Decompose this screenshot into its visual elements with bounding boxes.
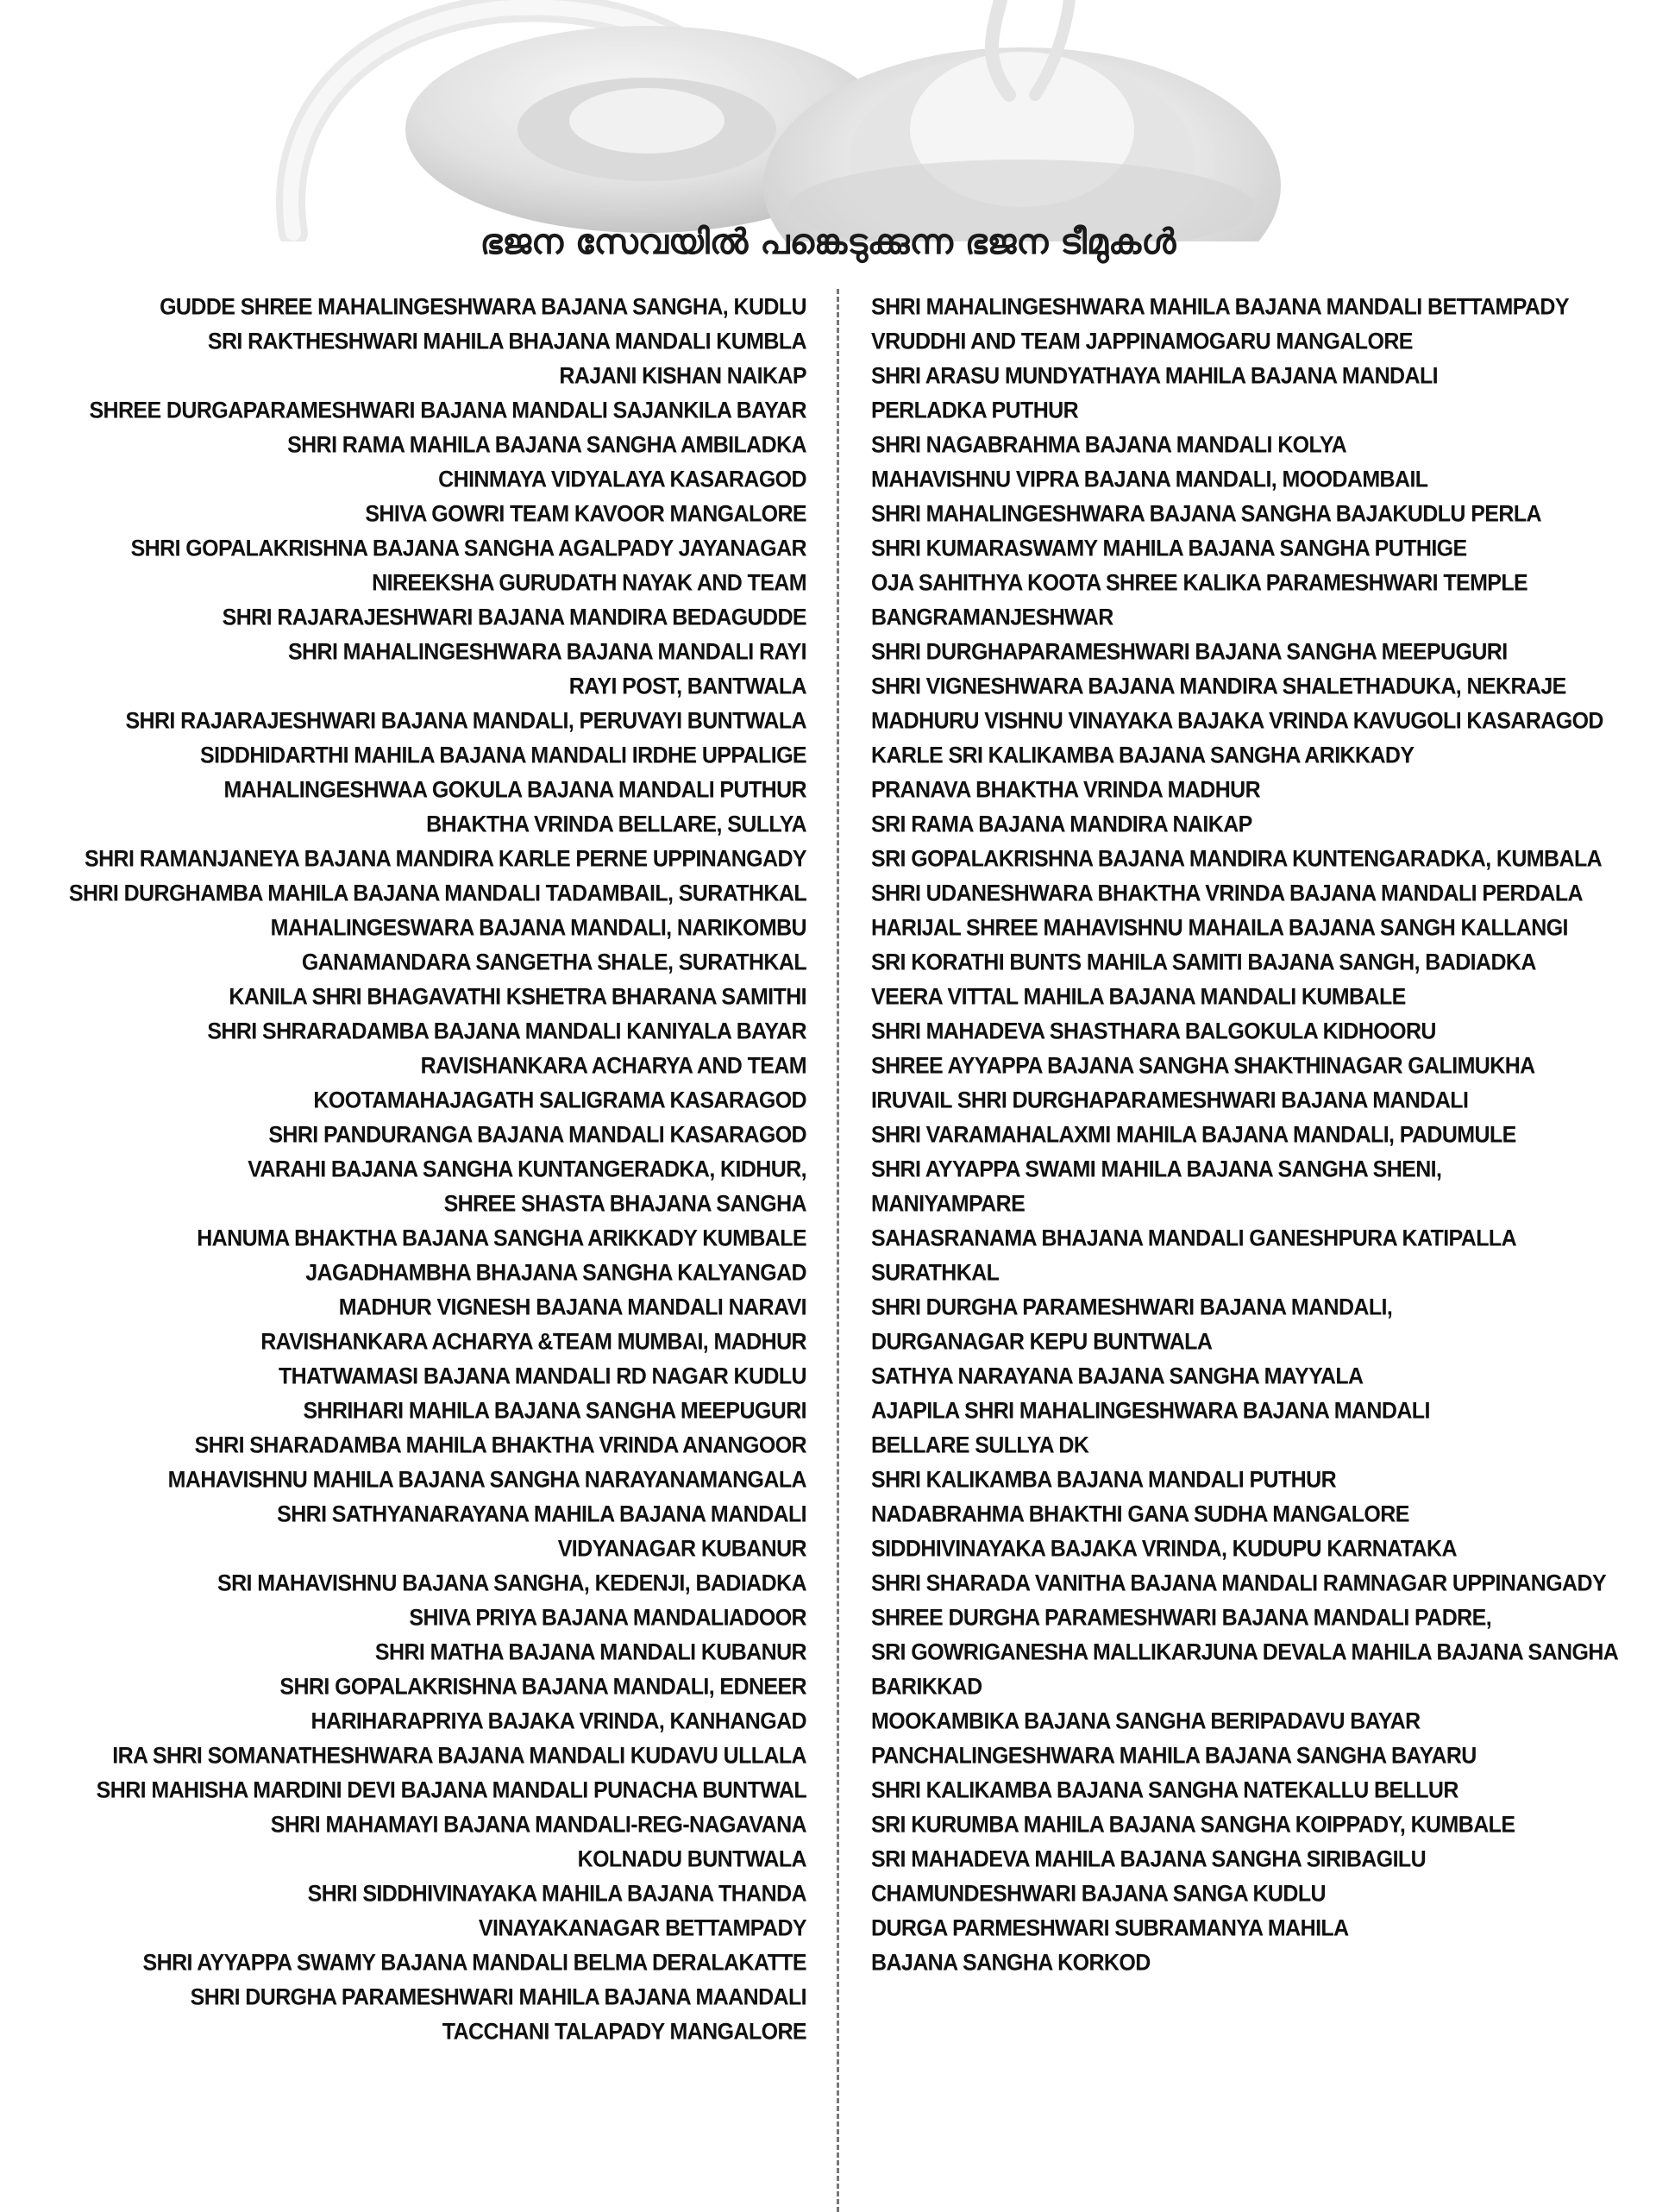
team-entry: SHRI DURGHA PARAMESHWARI MAHILA BAJANA MAANDALI — [190, 1984, 806, 2010]
team-entry: SHRI MAHALINGESHWARA BAJANA MANDALI RAYI — [287, 639, 806, 665]
team-entry: SHRI KUMARASWAMY MAHILA BAJANA SANGHA PUTHIGE — [871, 536, 1467, 561]
team-entry: RAVISHANKARA ACHARYA &TEAM MUMBAI, MADHUR — [260, 1329, 806, 1355]
team-entry: VRUDDHI AND TEAM JAPPINAMOGARU MANGALORE — [871, 329, 1413, 354]
team-entry: SHRI RAMA MAHILA BAJANA SANGHA AMBILADKA — [287, 432, 806, 458]
cymbals-icon — [242, 0, 1320, 241]
team-entry: KOOTAMAHAJAGATH SALIGRAMA KASARAGOD — [313, 1087, 806, 1113]
team-entry: SHRI GOPALAKRISHNA BAJANA SANGHA AGALPADY JAYANAGAR — [130, 536, 806, 561]
team-entry: SHRIHARI MAHILA BAJANA SANGHA MEEPUGURI — [303, 1398, 806, 1424]
team-entry: SHRI NAGABRAHMA BAJANA MANDALI KOLYA — [871, 432, 1347, 458]
team-entry: SAHASRANAMA BHAJANA MANDALI GANESHPURA KATIPALLA — [871, 1225, 1517, 1251]
team-entry: KANILA SHRI BHAGAVATHI KSHETRA BHARANA SAMITHI — [229, 984, 806, 1010]
team-entry: GANAMANDARA SANGETHA SHALE, SURATHKAL — [301, 949, 806, 975]
team-list-right — [871, 290, 1618, 1980]
team-entry: SHREE SHASTA BHAJANA SANGHA — [443, 1191, 806, 1217]
team-entry: RAJANI KISHAN NAIKAP — [559, 363, 806, 389]
team-entry: SHRI GOPALAKRISHNA BAJANA MANDALI, EDNEER — [279, 1674, 806, 1700]
team-entry: VIDYANAGAR KUBANUR — [557, 1536, 806, 1562]
team-entry: SHIVA PRIYA BAJANA MANDALIADOOR — [409, 1605, 806, 1631]
team-entry: SHRI SHRARADAMBA BAJANA MANDALI KANIYALA BAYAR — [207, 1018, 806, 1044]
team-entry: SHRI MAHALINGESHWARA BAJANA SANGHA BAJAKUDLU PERLA — [871, 501, 1541, 527]
team-entry: SHRI SHARADA VANITHA BAJANA MANDALI RAMNAGAR UPPINANGADY — [871, 1570, 1607, 1596]
team-entry: SHRI PANDURANGA BAJANA MANDALI KASARAGOD — [268, 1122, 806, 1148]
team-entry: SHRI DURGHAMBA MAHILA BAJANA MANDALI TADAMBAIL, SURATHKAL — [68, 880, 806, 906]
team-entry: SHRI KALIKAMBA BAJANA SANGHA NATEKALLU BELLUR — [871, 1777, 1458, 1803]
team-entry: VINAYAKANAGAR BETTAMPADY — [478, 1915, 806, 1941]
team-entry: IRUVAIL SHRI DURGHAPARAMESHWARI BAJANA MANDALI — [871, 1087, 1469, 1113]
team-entry: SHREE DURGAPARAMESHWARI BAJANA MANDALI SAJANKILA BAYAR — [89, 398, 806, 423]
team-entry: JAGADHAMBHA BHAJANA SANGHA KALYANGAD — [305, 1260, 806, 1286]
page-title: ഭജന സേവയിൽ പങ്കെടുക്കുന്ന ഭജന ടീമുകൾ — [480, 222, 1176, 262]
team-entry: BANGRAMANJESHWAR — [871, 605, 1113, 630]
team-entry: MADHURU VISHNU VINAYAKA BAJAKA VRINDA KAVUGOLI KASARAGOD — [871, 708, 1603, 734]
team-entry: MANIYAMPARE — [871, 1191, 1026, 1217]
team-entry: NADABRAHMA BHAKTHI GANA SUDHA MANGALORE — [871, 1501, 1409, 1527]
team-entry: SRI GOPALAKRISHNA BAJANA MANDIRA KUNTENGARADKA, KUMBALA — [871, 846, 1603, 872]
team-entry: KARLE SRI KALIKAMBA BAJANA SANGHA ARIKKADY — [871, 743, 1414, 768]
team-entry: AJAPILA SHRI MAHALINGESHWARA BAJANA MANDALI — [871, 1398, 1430, 1424]
team-entry: SRI KORATHI BUNTS MAHILA SAMITI BAJANA SANGH, BADIADKA — [871, 949, 1536, 975]
team-entry: CHINMAYA VIDYALAYA KASARAGOD — [438, 467, 806, 492]
team-entry: SRI RAMA BAJANA MANDIRA NAIKAP — [871, 811, 1252, 837]
team-entry: MOOKAMBIKA BAJANA SANGHA BERIPADAVU BAYAR — [871, 1708, 1421, 1734]
team-entry: SIDDHIDARTHI MAHILA BAJANA MANDALI IRDHE UPPALIGE — [200, 743, 806, 768]
team-entry: BARIKKAD — [871, 1674, 982, 1700]
column-divider — [837, 289, 839, 2212]
team-entry: SHRI KALIKAMBA BAJANA MANDALI PUTHUR — [871, 1467, 1337, 1493]
team-entry: SATHYA NARAYANA BAJANA SANGHA MAYYALA — [871, 1363, 1364, 1389]
team-entry: PRANAVA BHAKTHA VRINDA MADHUR — [871, 777, 1261, 803]
team-entry: BHAKTHA VRINDA BELLARE, SULLYA — [426, 811, 806, 837]
team-entry: MADHUR VIGNESH BAJANA MANDALI NARAVI — [338, 1294, 806, 1320]
team-entry: IRA SHRI SOMANATHESHWARA BAJANA MANDALI KUDAVU ULLALA — [112, 1743, 806, 1769]
team-entry: SHRI UDANESHWARA BHAKTHA VRINDA BAJANA MANDALI PERDALA — [871, 880, 1583, 906]
team-entry: CHAMUNDESHWARI BAJANA SANGA KUDLU — [871, 1881, 1326, 1907]
team-entry: SRI KURUMBA MAHILA BAJANA SANGHA KOIPPADY, KUMBALE — [871, 1812, 1515, 1838]
team-entry: HANUMA BHAKTHA BAJANA SANGHA ARIKKADY KUMBALE — [197, 1225, 806, 1251]
team-entry: SRI MAHAVISHNU BAJANA SANGHA, KEDENJI, BADIADKA — [217, 1570, 806, 1596]
team-entry: SHRI MATHA BAJANA MANDALI KUBANUR — [374, 1639, 806, 1665]
team-entry: SHRI MAHALINGESHWARA MAHILA BAJANA MANDALI BETTAMPADY — [871, 294, 1569, 320]
team-entry: SHRI AYYAPPA SWAMI MAHILA BAJANA SANGHA SHENI, — [871, 1156, 1442, 1182]
team-entry: KOLNADU BUNTWALA — [577, 1846, 806, 1872]
team-entry: SRI GOWRIGANESHA MALLIKARJUNA DEVALA MAHILA BAJANA SANGHA — [871, 1639, 1619, 1665]
team-entry: SHRI MAHADEVA SHASTHARA BALGOKULA KIDHOORU — [871, 1018, 1436, 1044]
team-entry: SHRI ARASU MUNDYATHAYA MAHILA BAJANA MANDALI — [871, 363, 1438, 389]
team-entry: MAHALINGESWARA BAJANA MANDALI, NARIKOMBU — [270, 915, 806, 941]
team-entry: BELLARE SULLYA DK — [871, 1432, 1089, 1458]
team-entry: SHRI DURGHAPARAMESHWARI BAJANA SANGHA MEEPUGURI — [871, 639, 1508, 665]
team-entry: GUDDE SHREE MAHALINGESHWARA BAJANA SANGHA, KUDLU — [160, 294, 806, 320]
team-entry: SHRI RAJARAJESHWARI BAJANA MANDALI, PERUVAYI BUNTWALA — [125, 708, 806, 734]
team-entry: DURGANAGAR KEPU BUNTWALA — [871, 1329, 1213, 1355]
team-entry: SHRI RAJARAJESHWARI BAJANA MANDIRA BEDAGUDDE — [222, 605, 806, 630]
team-entry: HARIJAL SHREE MAHAVISHNU MAHAILA BAJANA SANGH KALLANGI — [871, 915, 1568, 941]
team-entry: RAYI POST, BANTWALA — [568, 674, 806, 699]
team-entry: SHRI AYYAPPA SWAMY BAJANA MANDALI BELMA DERALAKATTE — [142, 1950, 806, 1976]
team-entry: SHRI MAHAMAYI BAJANA MANDALI-REG-NAGAVANA — [270, 1812, 806, 1838]
team-entry: MAHALINGESHWAA GOKULA BAJANA MANDALI PUTHUR — [223, 777, 806, 803]
team-entry: PANCHALINGESHWARA MAHILA BAJANA SANGHA BAYARU — [871, 1743, 1477, 1769]
team-entry: SHREE AYYAPPA BAJANA SANGHA SHAKTHINAGAR GALIMUKHA — [871, 1053, 1535, 1079]
team-list-left — [69, 290, 806, 2049]
team-entry: THATWAMASI BAJANA MANDALI RD NAGAR KUDLU — [278, 1363, 806, 1389]
team-entry: SHRI SATHYANARAYANA MAHILA BAJANA MANDALI — [277, 1501, 806, 1527]
team-entry: BAJANA SANGHA KORKOD — [871, 1950, 1151, 1976]
team-entry: NIREEKSHA GURUDATH NAYAK AND TEAM — [372, 570, 806, 596]
team-entry: TACCHANI TALAPADY MANGALORE — [442, 2019, 806, 2045]
team-entry: SHRI DURGHA PARAMESHWARI BAJANA MANDALI, — [871, 1294, 1393, 1320]
team-entry: SHRI SHARADAMBA MAHILA BHAKTHA VRINDA ANANGOOR — [194, 1432, 806, 1458]
team-entry: DURGA PARMESHWARI SUBRAMANYA MAHILA — [871, 1915, 1349, 1941]
team-entry: SHIVA GOWRI TEAM KAVOOR MANGALORE — [365, 501, 806, 527]
team-entry: SHRI VIGNESHWARA BAJANA MANDIRA SHALETHADUKA, NEKRAJE — [871, 674, 1566, 699]
team-entry: MAHAVISHNU VIPRA BAJANA MANDALI, MOODAMBAIL — [871, 467, 1428, 492]
team-entry: SHRI SIDDHIVINAYAKA MAHILA BAJANA THANDA — [307, 1881, 806, 1907]
team-entry: VARAHI BAJANA SANGHA KUNTANGERADKA, KIDHUR, — [248, 1156, 806, 1182]
team-entry: VEERA VITTAL MAHILA BAJANA MANDALI KUMBALE — [871, 984, 1406, 1010]
team-entry: SHRI VARAMAHALAXMI MAHILA BAJANA MANDALI, PADUMULE — [871, 1122, 1516, 1148]
team-entry: MAHAVISHNU MAHILA BAJANA SANGHA NARAYANAMANGALA — [167, 1467, 806, 1493]
team-entry: HARIHARAPRIYA BAJAKA VRINDA, KANHANGAD — [310, 1708, 806, 1734]
team-entry: RAVISHANKARA ACHARYA AND TEAM — [420, 1053, 806, 1079]
team-entry: SURATHKAL — [871, 1260, 1000, 1286]
team-entry: SRI RAKTHESHWARI MAHILA BHAJANA MANDALI KUMBLA — [207, 329, 806, 354]
team-entry: OJA SAHITHYA KOOTA SHREE KALIKA PARAMESHWARI TEMPLE — [871, 570, 1528, 596]
team-entry: SHREE DURGHA PARAMESHWARI BAJANA MANDALI PADRE, — [871, 1605, 1492, 1631]
team-entry: SHRI MAHISHA MARDINI DEVI BAJANA MANDALI PUNACHA BUNTWAL — [96, 1777, 806, 1803]
team-entry: SIDDHIVINAYAKA BAJAKA VRINDA, KUDUPU KARNATAKA — [871, 1536, 1457, 1562]
team-entry: SRI MAHADEVA MAHILA BAJANA SANGHA SIRIBAGILU — [871, 1846, 1427, 1872]
team-entry: PERLADKA PUTHUR — [871, 398, 1079, 423]
team-entry: SHRI RAMANJANEYA BAJANA MANDIRA KARLE PERNE UPPINANGADY — [85, 846, 806, 872]
